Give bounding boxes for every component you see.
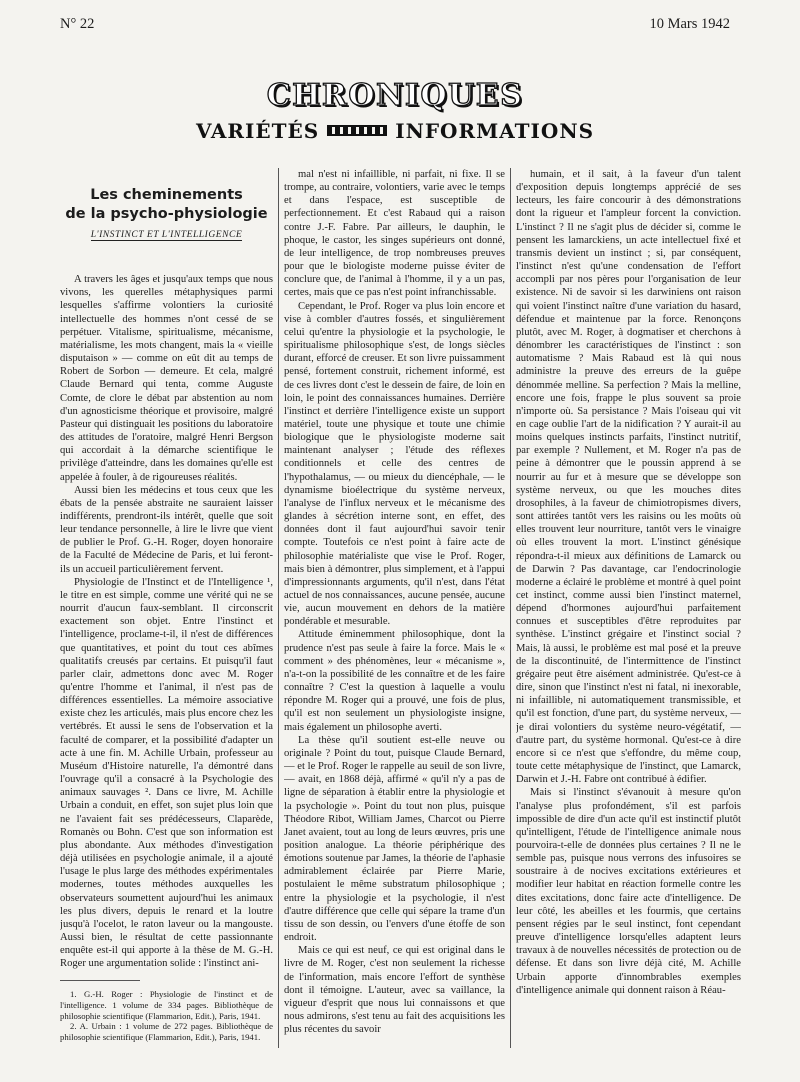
page-header	[60, 12, 730, 36]
masthead	[60, 78, 730, 144]
article-title-line: Les cheminements	[90, 187, 243, 203]
paragraph: Mais si l'instinct s'évanouit à mesure qu'on l'analyse plus profondément, s'il est parfois impossible de dire d'un acte qu'il est instinctif plutôt qu'intelligent, l'étude de l'intelligence animale nous pourvoira-t-elle de données plus certaines ? Il ne le semble pas, puisque nous verrons des infusoires se soustraire à de nocives excitations extérieures et modifier leur habitat en réaction formelle contre les dites excitations, donc faire acte d'intelligence. De leur côté, les abeilles et les fourmis, que certains pensent régies par le seul instinct, font cependant preuve d'intelligence lorsqu'elles adaptent leurs travaux à de nouvelles nécessités de protection ou de défense. Et dans son livre déjà cité, M. Achille Urbain apporte d'innombrables exemples d'intelligence animale qui donnent raison à Réau-	[516, 787, 741, 996]
issue-number: N° 22	[60, 16, 95, 32]
paragraph: mal n'est ni infaillible, ni parfait, ni fixe. Il se trompe, au contraire, volontiers, varie avec le temps et dans l'espace, est susceptible de perfectionnement. Et c'est Rabaud qui a raison contre J.-F. Fabre. Par ailleurs, le dauphin, le phoque, le castor, les singes supérieurs ont donné, de leur intelligence, de trop nombreuses preuves pour que le biologiste moderne puisse éviter de conclure que, de l'animal à l'homme, il y a un pas, certes, mais que ce pas n'est point infranchissable.	[284, 169, 505, 299]
article-subtitle	[60, 228, 273, 241]
masthead-chroniques: CHRONIQUES	[266, 78, 524, 113]
column-2	[284, 168, 505, 1073]
paragraph: A travers les âges et jusqu'aux temps que nous vivons, les querelles métaphysiques parmi lesquelles s'affirme volontiers la curiosité intellectuelle des hommes n'ont cessé de se perpétuer. Vitalisme, spiritualisme, mécanisme, matérialisme, les mots changent, mais la « vieille disputaison » — comme on eût dit au temps de Robert de Sorbon — demeure. Et cela, malgré Claude Bernard qui tenta, comme Auguste Comte, de clore le débat par abstention au nom d'un agnosticisme théorique et provisoire, malgré Pasteur qui distinguait les positions du laboratoire des attitudes de l'oratoire, malgré Henri Bergson qui accordait à la démarche scientifique le privilège d'atteindre, dans les domaines qu'elle est appelée à fouler, à de rigoureuses réalités.	[60, 274, 273, 483]
column-1	[60, 168, 273, 1073]
footnote: 1. G.-H. Roger : Physiologie de l'instinct et de l'intelligence. 1 volume de 334 pages. Bibliothèque de philosophie scientifique (Flammarion, Edit.), Paris, 1941.	[60, 989, 273, 1021]
issue-date: 10 Mars 1942	[649, 16, 730, 32]
column-rule	[278, 168, 279, 1048]
paragraph: Attitude éminemment philosophique, dont la prudence n'est pas seule à faire la force. Mais le « comment » des phénomènes, leur « mécanisme », n'a-t-on la possibilité de les connaître et de les faire connaître ? C'est la question à laquelle a voulu répondre M. Roger qui a prouvé, une fois de plus, qu'il est non seulement un physiologiste insigne, mais également un philosophe averti.	[284, 629, 505, 733]
paragraph: Aussi bien les médecins et tous ceux que les ébats de la pensée abstraite ne sauraient laisser indifférents, prendront-ils intérêt, quelle que soit leur tendance personnelle, à lire le livre que vient de publier le Prof. G.-H. Roger, doyen honoraire de la Faculté de Médecine de Paris, et lui feront-ils un accueil particulièrement fervent.	[60, 484, 273, 575]
ornament-divider	[327, 125, 387, 136]
footnote: 2. A. Urbain : 1 volume de 272 pages. Bibliothèque de philosophie scientifique (Flammarion, Edit.), Paris, 1941.	[60, 1021, 273, 1042]
masthead-varietes: VARIÉTÉS	[195, 119, 320, 143]
footnotes	[60, 989, 273, 1042]
paragraph: humain, et il sait, à la faveur d'un talent d'exposition depuis longtemps apprécié de ses lecteurs, les faire concourir à des démonstrations dont la rigueur et l'ampleur forcent la conviction. L'instinct ? Il ne s'agit plus de décider si, comme le pensent les lamarckiens, un acte intellectuel fixé et transmis devient un instinct ; si, par conséquent, l'instinct n'est qu'une condensation de l'effort accompli par nos pères pour l'organisation de leur existence. Ni de savoir si les darwiniens ont raison qui voient l'instinct naître d'une variation du hasard, défendue et maintenue par la force. Renonçons plutôt, avec M. Roger, à dogmatiser et cherchons à dénombrer les caractéristiques de l'instinct : son automatisme ? Mais Rabaud est là qui nous administre la preuve des erreurs de la guêpe dénommée melline. Sa perfection ? Mais la melline, encore une fois, frappe le plus souvent sa proie n'importe où. Sa persistance ? Mais l'oiseau qui vit en cage oublie l'art de la nidification ? Y aurait-il au moins quelques instincts parfaits, l'instinct nutritif, par exemple ? Nullement, et M. Roger n'a pas de peine à démontrer que le poussin apprend à se nourrir au fur et à mesure que se développe son système nerveux, ou que les mouches dites drosophiles, à la faveur de chimiotropismes divers, sont attirées tantôt vers les raisins ou les moûts où elles trouvent leur nourriture, tantôt vers le vinaigre où elles trouvent la mort. L'instinct génésique répondra-t-il mieux aux définitions de Lamarck ou de Darwin ? Pas davantage, car l'endocrinologie moderne a éclairé le problème et montré à quel point cet instinct, comme aussi bien l'instinct maternel, dépend d'hormones aujourd'hui parfaitement connues et susceptibles d'être reproduites par synthèse. L'instinct grégaire et l'instinct social ? Mais, là aussi, le problème est mal posé et la preuve de la discontinuité, de l'intermittence de l'instinct grégaire peut être aisément administrée. Qu'est-ce à dire, sinon que l'instinct n'est ni fatal, ni inexorable, ni infaillible, ni automatiquement transmissible, et qu'il est fonction, d'une part, du système nerveux, — je dirai volontiers du système neuro-végétatif, — d'autre part, du système hormonal. Qu'est-ce à dire encore si ce n'est que s'effondre, du même coup, toute cette métaphysique de l'instinct, que Lamarck, Darwin et J.-H. Fabre ont contribué à édifier.	[516, 169, 741, 786]
article-title-line: de la psycho-physiologie	[65, 206, 268, 222]
footnote-separator	[60, 980, 140, 981]
paragraph: Physiologie de l'Instinct et de l'Intelligence ¹, le titre en est simple, comme une vérité qui ne se nourrit d'aucun faux-semblant. Il circonscrit exactement son objet. Entre l'instinct et l'intelligence, proclame-t-il, il n'est de différences que quantitatives, et point du tout ces abîmes qualitatifs creusés par certains. Et puisqu'il faut parler clair, admettons donc avec M. Roger qu'entre l'homme et l'animal, il n'est pas de différences essentielles. La mémoire associative existe chez les articulés, mais plus encore chez les vertébrés. Et aussi le sens de l'observation et la faculté de comparer, et la possibilité d'adapter un acte à une fin. M. Achille Urbain, professeur au Muséum d'Histoire naturelle, l'a démontré dans l'ouvrage qu'il a consacré à la Psychologie des animaux sauvages ². Dans ce livre, M. Achille Urbain a conduit, en effet, son sujet plus loin que ne l'avaient fait ses prédécesseurs, Claparède, Romanès ou Bohn. C'est que son information est plus abondante. Aux méthodes d'investigation déjà utilisées en psychologie animale, il a ajouté l'usage le plus large des méthodes expérimentales modernes, toutes méthodes auxquelles les observateurs soumettent aujourd'hui les animaux les plus divers, depuis le renard et la loutre jusqu'à l'ocelot, le raton laveur ou la mangouste. Aussi bien, le résultat de cette passionnante enquête est-il qui apporte à la thèse de M. G.-H. Roger une argumentation solide : l'instinct ani-	[60, 576, 273, 970]
masthead-subline	[60, 118, 730, 144]
article-subtitle-text: L'INSTINCT ET L'INTELLIGENCE	[90, 229, 243, 240]
paragraph: Mais ce qui est neuf, ce qui est original dans le livre de M. Roger, c'est non seulement la richesse de l'information, mais encore l'effort de synthèse dont il témoigne. L'auteur, avec sa vaillance, la vigueur d'esprit que nous lui connaissons et que nous admirons, s'est tenu au fait des acquisitions les plus récentes du savoir	[284, 945, 505, 1036]
paragraph: Cependant, le Prof. Roger va plus loin encore et vise à combler d'autres fossés, et singulièrement celui qu'entre la physiologie et la psychologie, le spiritualisme philosophique s'est, de longs siècles durant, efforcé de creuser. Et son livre puissamment pensé, fortement construit, richement informé, est de ces livres dont c'est le dessein de faire, de loin en loin, le point des connaissances humaines. Derrière l'instinct et derrière l'intelligence existe un support matériel, toute une physique et toute une chimie biologique que le physiologiste moderne sait maintenant analyser ; l'étude des réflexes conditionnels et celle des centres de l'hypothalamus, — ou mieux du diencéphale, — le dynamisme bioélectrique du système nerveux, l'analyse de l'influx nerveux et le mécanisme des glandes à sécrétion interne sont, en effet, des données dont il faut aujourd'hui savoir tenir compte. Toutefois ce n'est point à faire acte de philosophie matérialiste que vise le Prof. Roger, mais bien à démontrer, plus simplement, et à l'appui d'impressionnants arguments, qu'il n'est, dans l'état actuel de nos connaissances, aucune pensée, aucune vie, aucun mouvement en dehors de la matière pondérable et mesurable.	[284, 300, 505, 628]
column-rule	[510, 168, 511, 1048]
article-title	[60, 186, 273, 224]
column-3	[516, 168, 741, 1073]
paragraph: La thèse qu'il soutient est-elle neuve ou originale ? Point du tout, puisque Claude Bernard, — et le Prof. Roger le rappelle au seuil de son livre, — avait, en 1868 déjà, affirmé « qu'il n'y a pas de ligne de séparation à établir entre la physiologie et la psychologie ». Point du tout non plus, puisque Théodore Ribot, William James, Charcot ou Pierre Janet avaient, tout au long de leurs œuvres, pris une position analogue. La théorie périphérique des émotions soutenue par James, la théorie de l'aphasie admirablement éclairée par Pierre Marie, postulaient le même substratum philosophique ; entre la physiologie et la psychologie, il n'est d'autre différence que celle qui sépare la trame d'un tissu de son dessin, ou l'envers d'une étoffe de son endroit.	[284, 734, 505, 944]
masthead-informations: INFORMATIONS	[395, 119, 595, 143]
